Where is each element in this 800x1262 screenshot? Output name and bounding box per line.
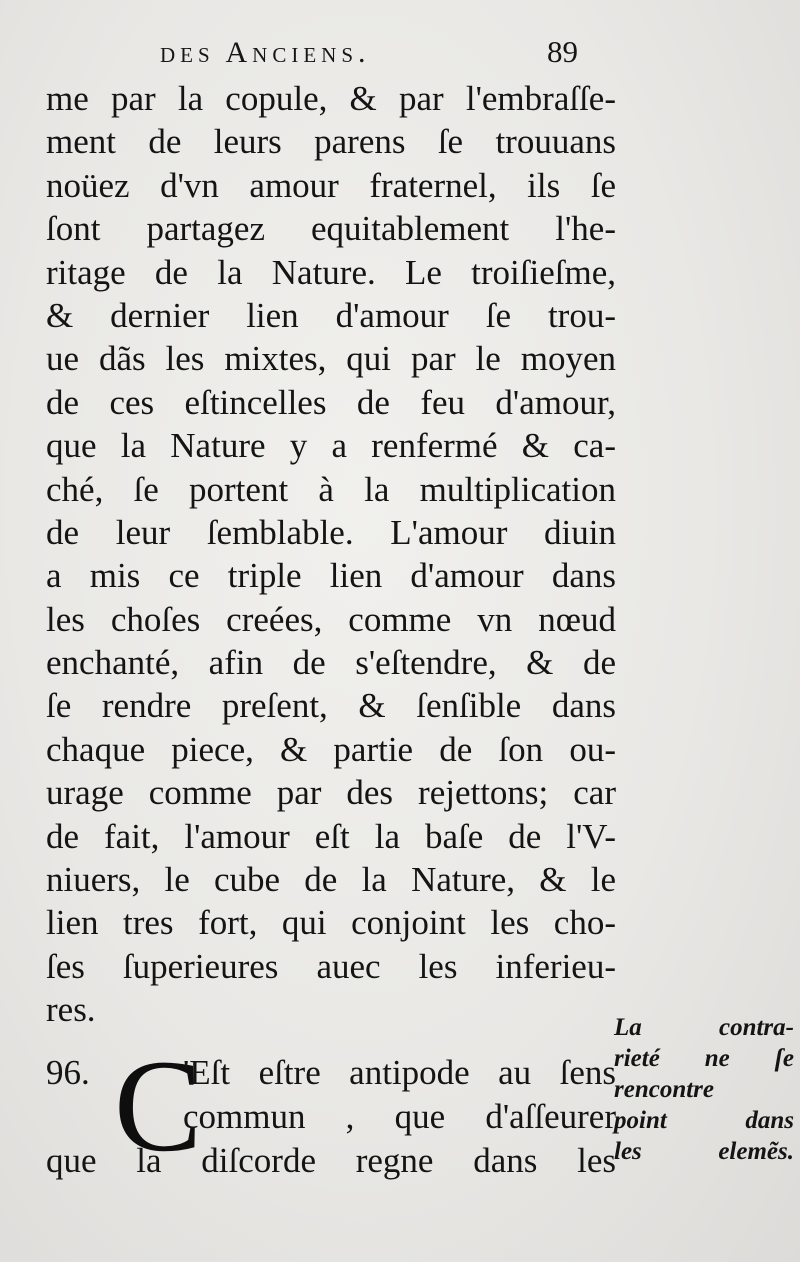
marginal-note	[614, 1012, 794, 1167]
text-line: me par la copule, & par l'embraſſe-	[46, 79, 616, 118]
text-line: les choſes creées, comme vn nœud	[46, 599, 616, 639]
text-line: ſe rendre preſent, & ſenſible dans	[46, 686, 616, 726]
text-line: de ces eſtincelles de feu d'amour,	[46, 382, 616, 422]
page-number: 89	[547, 34, 578, 69]
marginal-note-line: rencontre	[614, 1076, 714, 1103]
text-line: a mis ce triple lien d'amour dans	[46, 556, 616, 596]
section-number: 96.	[46, 1053, 90, 1092]
text-line: ue dãs les mixtes, qui par le moyen	[46, 339, 616, 379]
text-line: res.	[46, 990, 96, 1030]
drop-cap: C	[114, 1032, 203, 1179]
text-line: & dernier lien d'amour ſe trou-	[46, 295, 616, 335]
marginal-note-line: rieté ne ſe	[614, 1045, 794, 1072]
text-line: ché, ſe portent à la multiplication	[46, 469, 616, 509]
text-line: que la Nature y a renfermé & ca-	[46, 426, 616, 466]
text-line: de fait, l'amour eſt la baſe de l'V-	[46, 816, 616, 856]
text-line: ritage de la Nature. Le troiſieſme,	[46, 252, 616, 292]
marginal-note-line: les elemẽs.	[614, 1138, 794, 1165]
section-paragraph	[46, 1051, 616, 1183]
text-line: urage comme par des rejettons; car	[46, 773, 616, 813]
running-head: des Anciens.	[160, 36, 371, 69]
text-line: de leur ſemblable. L'amour diuin	[46, 512, 616, 552]
text-line: ment de leurs parens ſe trouuans	[46, 122, 616, 162]
text-line: noüez d'vn amour fraternel, ils ſe	[46, 165, 616, 205]
section-second-line: commun , que d'aſſeurer	[183, 1097, 616, 1136]
text-line: enchanté, afin de s'eſtendre, & de	[46, 643, 616, 683]
marginal-note-line: point dans	[614, 1107, 794, 1134]
text-line: ſont partagez equitablement l'he-	[46, 209, 616, 249]
text-line: ſes ſuperieures auec les inferieu-	[46, 946, 616, 986]
section-third-line: que la diſcorde regne dans les	[46, 1141, 616, 1180]
text-line: niuers, le cube de la Nature, & le	[46, 860, 616, 900]
section-first-line-text: 'Eſt eſtre antipode au ſens	[183, 1053, 616, 1092]
text-line: chaque piece, & partie de ſon ou-	[46, 729, 616, 769]
main-text-block	[46, 77, 616, 1032]
marginal-note-line: La contra-	[614, 1014, 794, 1041]
section-first-line	[46, 1051, 616, 1095]
text-line: lien tres fort, qui conjoint les cho-	[46, 903, 616, 943]
